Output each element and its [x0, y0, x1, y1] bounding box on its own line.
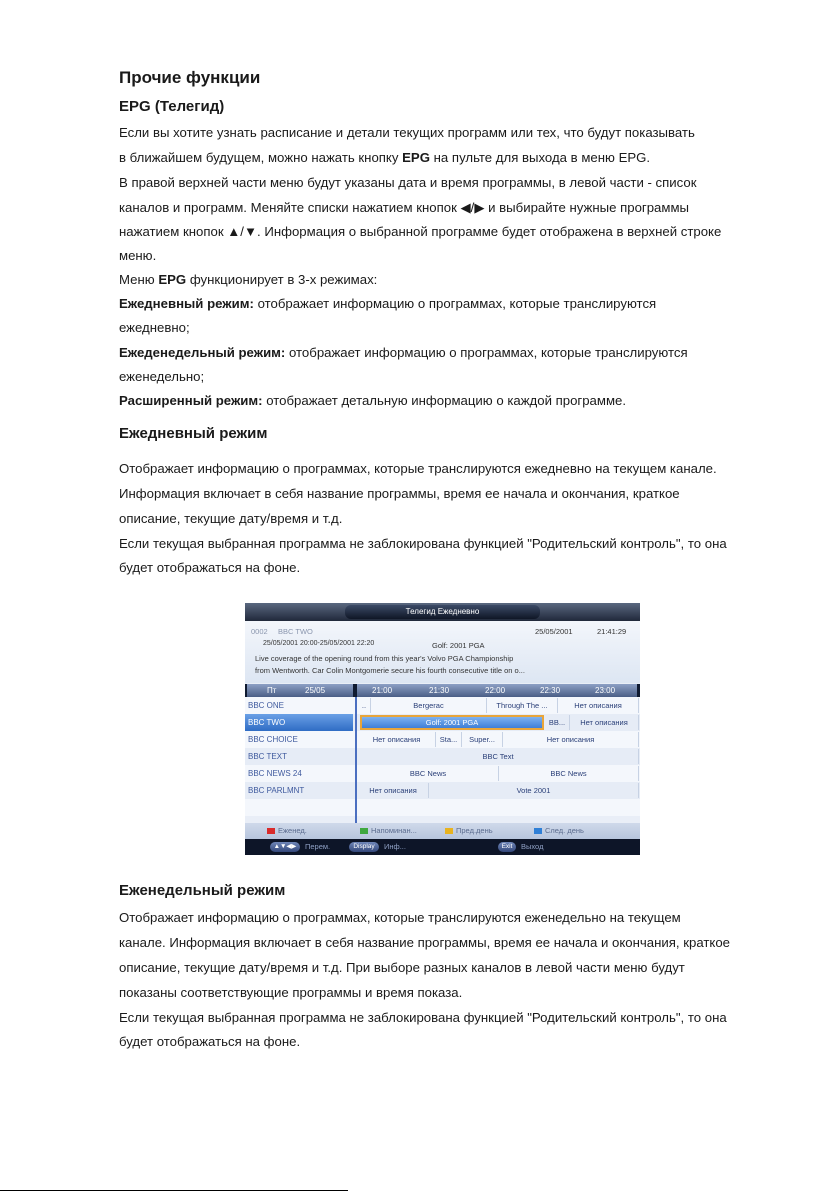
channel-label: BBC TEXT [248, 752, 287, 761]
epg-line: Ежедневный режим: отображает информацию о программах, которые транслируются [119, 296, 657, 311]
program-cell[interactable]: BBC News [499, 766, 639, 781]
yellow-key-icon [445, 828, 453, 834]
epg-legend [245, 823, 640, 839]
program-cell[interactable]: Sta... [436, 732, 462, 747]
channel-row[interactable] [245, 714, 640, 731]
weekly-heading: Еженедельный режим [119, 882, 286, 899]
channel-label: BBC NEWS 24 [248, 769, 302, 778]
program-name: Golf: 2001 PGA [432, 641, 485, 650]
program-cell[interactable]: Нет описания [358, 783, 429, 798]
page-title: Прочие функции [119, 68, 261, 87]
current-time-line [355, 697, 357, 825]
program-time: 25/05/2001 20:00-25/05/2001 22:20 [263, 640, 375, 647]
epg-line: в ближайшем будущем, можно нажать кнопку EPG на пульте для выхода в меню EPG. [119, 150, 651, 165]
blue-key-icon [534, 828, 542, 834]
legend-weekly[interactable]: Еженед. [267, 826, 307, 835]
channel-row-empty [245, 799, 640, 816]
time-scale [357, 684, 637, 697]
channel-number: 0002 [251, 627, 268, 636]
red-key-icon [267, 828, 275, 834]
epg-line: В правой верхней части меню будут указаны дата и время программы, в левой части - список [119, 175, 697, 190]
daily-line: Отображает информацию о программах, которые транслируются ежедневно на текущем канале. [119, 461, 717, 476]
current-time: 21:41:29 [597, 627, 627, 636]
legend-reminder[interactable]: Напоминан... [360, 826, 417, 835]
channel-row[interactable] [245, 697, 640, 714]
program-cell[interactable]: Нет описания [358, 732, 436, 747]
daily-line: Если текущая выбранная программа не заблокирована функцией "Родительский контроль", то она [119, 536, 727, 551]
program-cell[interactable]: BBC Text [358, 749, 639, 764]
epg-time-header [245, 684, 640, 697]
daily-heading: Ежедневный режим [119, 425, 268, 442]
channel-row[interactable] [245, 748, 640, 765]
channel-label: BBC PARLMNT [248, 786, 305, 795]
daily-line: будет отображаться на фоне. [119, 560, 301, 575]
channel-row[interactable] [245, 765, 640, 782]
info-label: Инф... [384, 842, 406, 851]
time-tick: 23:00 [595, 686, 616, 695]
weekly-line: показаны соответствующие программы и время показа. [119, 985, 463, 1000]
time-tick: 21:00 [372, 686, 393, 695]
display-key[interactable]: Display [349, 842, 379, 852]
epg-line: Ежеденедельный режим: отображает информацию о программах, которые транслируются [119, 345, 688, 360]
epg-line: ежедневно; [119, 320, 190, 335]
day-cell [247, 684, 353, 697]
footer-rule [0, 1190, 348, 1191]
epg-footer [245, 839, 640, 855]
epg-line: нажатием кнопок ▲/▼. Информация о выбранной программе будет отображена в верхней строке [119, 224, 722, 239]
program-description-2: from Wentworth. Car Colin Montgomerie secure his fourth consecutive title on o... [255, 666, 525, 675]
epg-info-panel [245, 621, 640, 683]
channel-label: BBC ONE [248, 701, 285, 710]
move-label: Перем. [305, 842, 331, 851]
legend-next-day[interactable]: След. день [534, 826, 584, 835]
weekly-line: Отображает информацию о программах, которые транслируются еженедельно на текущем [119, 910, 681, 925]
epg-screenshot [245, 603, 640, 855]
program-cell[interactable]: Нет описания [570, 715, 639, 730]
day-label: Пт [267, 686, 277, 695]
program-cell[interactable]: Нет описания [503, 732, 639, 747]
time-tick: 22:00 [485, 686, 506, 695]
current-date: 25/05/2001 [535, 627, 573, 636]
epg-line: Меню EPG функционирует в 3-х режимах: [119, 272, 378, 287]
channel-label: BBC TWO [245, 714, 353, 731]
time-tick: 22:30 [540, 686, 561, 695]
program-cell[interactable]: Vote 2001 [429, 783, 639, 798]
channel-label: BBC CHOICE [248, 735, 298, 744]
daily-line: описание, текущие дату/время и т.д. [119, 511, 343, 526]
day-date: 25/05 [305, 686, 326, 695]
epg-title-bar [245, 603, 640, 621]
program-cell-selected[interactable]: Golf: 2001 PGA [360, 715, 544, 730]
weekly-line: Если текущая выбранная программа не заблокирована функцией "Родительский контроль", то она [119, 1010, 727, 1025]
weekly-line: будет отображаться на фоне. [119, 1034, 301, 1049]
weekly-line: описание, текущие дату/время и т.д. При выборе разных каналов в левой части меню будут [119, 960, 685, 975]
exit-key[interactable]: Exit [498, 842, 516, 852]
program-cell[interactable]: BB... [545, 715, 570, 730]
green-key-icon [360, 828, 368, 834]
epg-line: Расширенный режим: отображает детальную информацию о каждой программе. [119, 393, 627, 408]
legend-prev-day[interactable]: Пред.день [445, 826, 493, 835]
arrows-key-icon[interactable]: ▲▼◀▶ [270, 842, 300, 852]
program-description-1: Live coverage of the opening round from this year's Volvo PGA Championship [255, 654, 514, 663]
epg-line: Если вы хотите узнать расписание и детали текущих программ или тех, что будут показывать [119, 125, 695, 140]
epg-title: Телегид Ежедневно [345, 605, 540, 619]
time-tick: 21:30 [429, 686, 450, 695]
exit-label: Выход [521, 842, 544, 851]
epg-line: каналов и программ. Меняйте списки нажатием кнопок ◀/▶ и выбирайте нужные программы [119, 200, 690, 215]
program-cell[interactable]: Нет описания [558, 698, 639, 713]
daily-line: Информация включает в себя название программы, время ее начала и окончания, краткое [119, 486, 680, 501]
channel-row[interactable] [245, 782, 640, 799]
program-cell[interactable]: .. [358, 698, 371, 713]
epg-line: меню. [119, 248, 157, 263]
epg-heading: EPG (Телегид) [119, 98, 225, 115]
epg-line: еженедельно; [119, 369, 205, 384]
program-cell[interactable]: Bergerac [371, 698, 487, 713]
program-cell[interactable]: Super... [462, 732, 503, 747]
program-cell[interactable]: Through The ... [487, 698, 558, 713]
program-cell[interactable]: BBC News [358, 766, 499, 781]
weekly-line: канале. Информация включает в себя название программы, время ее начала и окончания, краткое [119, 935, 730, 950]
channel-name: BBC TWO [278, 627, 313, 636]
channel-row[interactable] [245, 731, 640, 748]
